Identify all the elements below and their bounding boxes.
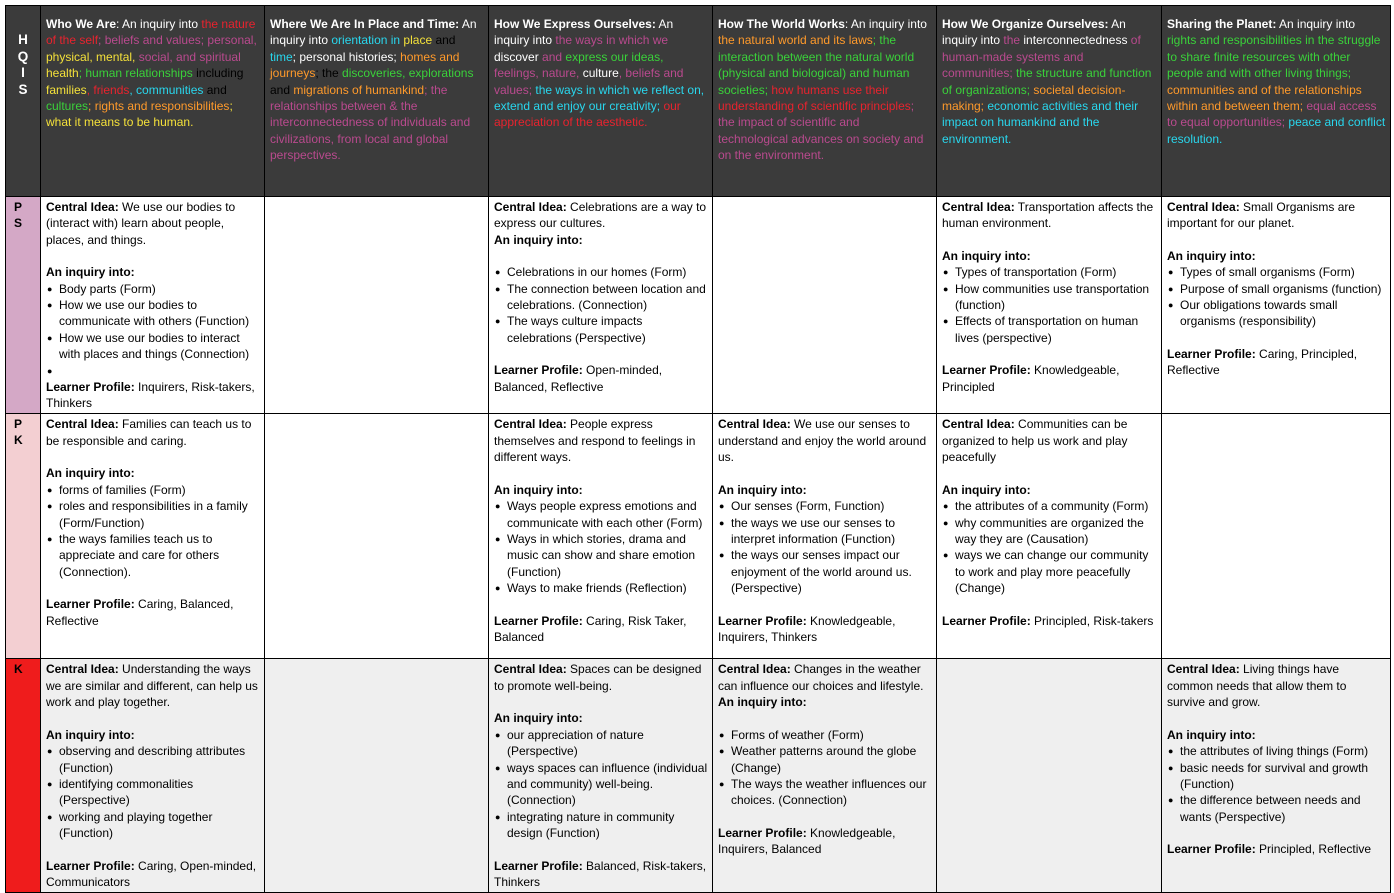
- learner-profile: [494, 362, 708, 395]
- inquiry-list: [718, 498, 932, 596]
- inquiry-heading: An inquiry into:: [494, 711, 583, 726]
- inquiry-item: ● Our obligations towards small organisms (responsibility): [1167, 297, 1386, 330]
- theme-text-segment: physical, mental,: [46, 49, 136, 64]
- learner-profile-text: Knowledgeable, Inquirers, Thinkers: [718, 613, 896, 644]
- inquiry-list: [46, 281, 260, 379]
- year-row-pk: [6, 414, 1391, 659]
- central-idea: [494, 661, 708, 694]
- theme-text-segment: discoveries, explorations: [342, 66, 474, 81]
- inquiry-heading: An inquiry into:: [46, 727, 135, 742]
- unit-cell: [1162, 197, 1391, 414]
- inquiry-item: ● Our senses (Form, Function): [718, 498, 932, 514]
- learner-profile-label: Learner Profile:: [942, 363, 1031, 378]
- learner-profile-text: Principled, Risk-takers: [1030, 613, 1154, 628]
- theme-text-segment: feelings, nature,: [494, 66, 583, 81]
- unit-cell: [713, 659, 937, 893]
- central-idea-label: Central Idea:: [494, 417, 567, 432]
- inquiry-list: [1167, 264, 1386, 330]
- year-letter: P: [14, 200, 23, 214]
- theme-text-segment: our appreciation of the aesthetic.: [494, 99, 681, 130]
- learner-profile: [718, 613, 932, 646]
- central-idea-text: We use our senses to understand and enjoy the world around us.: [718, 417, 927, 465]
- central-idea-text: Families can teach us to be responsible and caring.: [46, 417, 252, 448]
- inquiry-item: ● ways spaces can influence (individual and community) well-being. (Connection): [494, 760, 708, 809]
- theme-text-segment: culture: [582, 66, 619, 81]
- central-idea: [1167, 199, 1386, 232]
- unit-cell: [713, 414, 937, 659]
- theme-text-segment: ; what it means to be human.: [46, 99, 233, 130]
- theme-text-segment: how humans use their understanding of scientific principles: [718, 82, 911, 114]
- inquiry-item: ● The ways the weather influences our choices. (Connection): [718, 776, 932, 809]
- learner-profile-text: Caring, Risk Taker, Balanced: [494, 613, 687, 644]
- theme-header-sharing-the-planet: [1162, 6, 1391, 197]
- inquiry-list: [942, 498, 1157, 596]
- inquiry-item: ● working and playing together (Function): [46, 809, 260, 842]
- learner-profile: [494, 613, 708, 646]
- hqis-letter: H: [18, 32, 28, 47]
- inquiry-item: ● Weather patterns around the globe (Change): [718, 743, 932, 776]
- theme-text-segment: , friends: [86, 82, 130, 97]
- inquiry-item: ● observing and describing attributes (Function): [46, 743, 260, 776]
- theme-text-segment: ; the relationships between & the interconnectedness of individuals and civilizations, from local and global perspectives.: [270, 82, 471, 163]
- learner-profile-label: Learner Profile:: [494, 613, 583, 628]
- inquiry-item: ● How communities use transportation (function): [942, 281, 1157, 314]
- central-idea-text: Living things have common needs that allow them to survive and grow.: [1167, 662, 1347, 710]
- theme-text-segment: ; personal histories;: [292, 49, 401, 64]
- theme-text-segment: , communities: [129, 82, 204, 97]
- year-label: [6, 414, 41, 659]
- central-idea-text: Communities can be organized to help us work and play peacefully: [942, 417, 1128, 465]
- inquiry-item: ● the ways we use our senses to interpret information (Function): [718, 515, 932, 548]
- inquiry-item: ● Ways in which stories, drama and music can show and share emotion (Function): [494, 531, 708, 580]
- inquiry-item: ● Types of small organisms (Form): [1167, 264, 1386, 280]
- inquiry-heading: An inquiry into:: [1167, 248, 1256, 263]
- inquiry-item: [46, 363, 260, 379]
- learner-profile-text: Knowledgeable, Principled: [942, 363, 1120, 394]
- theme-text-segment: express our ideas,: [565, 49, 664, 64]
- theme-text-segment: migrations of humankind: [293, 82, 425, 97]
- inquiry-item: ● Forms of weather (Form): [718, 727, 932, 743]
- theme-text-segment: : An inquiry into: [844, 17, 927, 31]
- hqis-letter: I: [21, 65, 25, 80]
- inquiry-heading: An inquiry into:: [494, 232, 583, 247]
- inquiry-item: ● How we use our bodies to communicate with others (Function): [46, 297, 260, 330]
- inquiry-heading: An inquiry into:: [942, 482, 1031, 497]
- learner-profile-text: Knowledgeable, Inquirers, Balanced: [718, 825, 896, 857]
- central-idea-label: Central Idea:: [46, 200, 119, 214]
- year-letter: K: [14, 662, 23, 677]
- central-idea-label: Central Idea:: [1167, 662, 1240, 677]
- unit-cell: [937, 197, 1162, 414]
- central-idea-label: Central Idea:: [46, 662, 119, 677]
- inquiry-heading: An inquiry into:: [46, 265, 135, 280]
- central-idea: [718, 661, 932, 694]
- theme-text-segment: the natural world and its laws: [718, 33, 873, 48]
- inquiry-item: ● The ways culture impacts celebrations (Perspective): [494, 313, 708, 346]
- central-idea-text: We use our bodies to (interact with) learn about people, places, and things.: [46, 200, 236, 247]
- inquiry-list: [494, 727, 708, 842]
- inquiry-item: ● roles and responsibilities in a family (Form/Function): [46, 498, 260, 531]
- theme-text-segment: and: [203, 82, 227, 97]
- learner-profile-label: Learner Profile:: [46, 597, 135, 612]
- learner-profile: [942, 362, 1157, 395]
- inquiry-list: [494, 264, 708, 346]
- unit-cell: [41, 197, 265, 414]
- theme-text-segment: and: [538, 49, 566, 64]
- learner-profile: [46, 596, 260, 629]
- theme-text-segment: the nature of the self: [46, 17, 256, 48]
- theme-text-segment: An inquiry into: [942, 17, 1126, 48]
- inquiry-heading: An inquiry into:: [46, 466, 135, 481]
- inquiry-item: ● Ways people express emotions and communicate with each other (Form): [494, 498, 708, 531]
- empty-cell: [937, 659, 1162, 893]
- inquiry-item: ● integrating nature in community design (Function): [494, 809, 708, 842]
- year-letter: K: [14, 433, 23, 448]
- inquiry-list: [494, 498, 708, 596]
- central-idea-label: Central Idea:: [494, 200, 567, 214]
- learner-profile-label: Learner Profile:: [494, 858, 583, 873]
- unit-cell: [1162, 659, 1391, 893]
- theme-text-segment: : An inquiry into: [116, 17, 202, 31]
- inquiry-heading: An inquiry into:: [494, 482, 583, 497]
- theme-text-segment: An inquiry into: [1276, 17, 1356, 31]
- theme-text-segment: place: [400, 33, 433, 48]
- learner-profile: [46, 858, 260, 891]
- central-idea-label: Central Idea:: [1167, 200, 1240, 214]
- theme-text-segment: ; the interaction between the natural world (physical and biological) and human societies;: [718, 33, 915, 97]
- unit-cell: [937, 414, 1162, 659]
- inquiry-heading: An inquiry into:: [718, 482, 807, 497]
- inquiry-item: ● identifying commonalities (Perspective): [46, 776, 260, 809]
- learner-profile-label: Learner Profile:: [46, 379, 135, 394]
- central-idea: [718, 416, 932, 465]
- theme-text-segment: the ways in which we: [555, 33, 669, 48]
- inquiry-item: ● How we use our bodies to interact with places and things (Connection): [46, 330, 260, 363]
- inquiry-item: ● the attributes of living things (Form): [1167, 743, 1386, 759]
- learner-profile-label: Learner Profile:: [494, 363, 583, 378]
- learner-profile: [494, 858, 708, 891]
- inquiry-item: ● the ways our senses impact our enjoyment of the world around us. (Perspective): [718, 547, 932, 596]
- inquiry-list: [1167, 743, 1386, 825]
- learner-profile-label: Learner Profile:: [1167, 842, 1256, 857]
- theme-text-segment: families: [46, 82, 87, 97]
- theme-text-segment: equal access to equal opportunities;: [1167, 99, 1377, 130]
- theme-text-segment: ; human relationships: [78, 66, 193, 81]
- theme-text-segment: An inquiry into: [494, 17, 674, 48]
- central-idea-label: Central Idea:: [942, 417, 1015, 432]
- theme-text-segment: homes and journeys: [270, 49, 460, 81]
- central-idea: [46, 199, 260, 248]
- empty-cell: [265, 659, 489, 893]
- theme-text-segment: , beliefs and values;: [494, 66, 684, 97]
- theme-text-segment: and: [270, 82, 294, 97]
- inquiry-item: ● Body parts (Form): [46, 281, 260, 297]
- learner-profile: [1167, 346, 1386, 379]
- learner-profile-label: Learner Profile:: [1167, 346, 1256, 361]
- theme-text-segment: social, and spiritual: [135, 49, 241, 64]
- year-row-k: [6, 659, 1391, 893]
- theme-text-segment: orientation in: [331, 33, 401, 48]
- theme-text-segment: economic activities and their impact on humankind and the environment.: [942, 99, 1139, 146]
- theme-text-segment: peace and conflict resolution.: [1167, 115, 1386, 146]
- learner-profile-label: Learner Profile:: [718, 613, 807, 628]
- inquiry-item: ● why communities are organized the way they are (Causation): [942, 515, 1157, 548]
- theme-text-segment: Sharing the Planet:: [1167, 17, 1277, 31]
- learner-profile: [942, 613, 1157, 629]
- central-idea-label: Central Idea:: [494, 662, 567, 677]
- learner-profile-text: Balanced, Risk-takers, Thinkers: [494, 858, 707, 889]
- unit-cell: [489, 659, 713, 893]
- theme-header-how-we-express: [489, 6, 713, 197]
- inquiry-heading: An inquiry into:: [1167, 727, 1256, 742]
- inquiry-item: ● forms of families (Form): [46, 482, 260, 498]
- central-idea-text: Small Organisms are important for our planet.: [1167, 200, 1356, 231]
- unit-cell: [41, 414, 265, 659]
- inquiry-item: ● The connection between location and celebrations. (Connection): [494, 281, 708, 314]
- central-idea: [942, 416, 1157, 465]
- theme-header-how-the-world-works: [713, 6, 937, 197]
- theme-text-segment: ; beliefs and values; personal,: [98, 33, 257, 48]
- learner-profile-text: Caring, Balanced, Reflective: [46, 597, 234, 628]
- theme-text-segment: societal decision-making;: [942, 82, 1126, 114]
- learner-profile-label: Learner Profile:: [942, 613, 1031, 628]
- inquiry-item: ● Purpose of small organisms (function): [1167, 281, 1386, 297]
- inquiry-heading: An inquiry into:: [942, 248, 1031, 263]
- theme-text-segment: How We Express Ourselves:: [494, 17, 656, 31]
- learner-profile-label: Learner Profile:: [718, 825, 807, 840]
- inquiry-list: [942, 264, 1157, 346]
- year-row-ps: [6, 197, 1391, 414]
- year-label: [6, 659, 41, 893]
- central-idea-text: Understanding the ways we are similar and different, can help us work and play together.: [46, 662, 258, 710]
- hqis-letter: S: [18, 81, 28, 97]
- learner-profile: [46, 379, 260, 412]
- central-idea: [46, 661, 260, 710]
- inquiry-list: [46, 743, 260, 841]
- central-idea-label: Central Idea:: [718, 417, 791, 432]
- central-idea-label: Central Idea:: [942, 200, 1015, 214]
- learner-profile-text: Principled, Reflective: [1255, 842, 1372, 857]
- theme-text-segment: How The World Works: [718, 17, 845, 31]
- theme-text-segment: An inquiry into: [270, 17, 477, 48]
- year-letter: P: [14, 417, 23, 432]
- central-idea-text: Transportation affects the human environment.: [942, 200, 1154, 231]
- central-idea: [494, 416, 708, 465]
- central-idea: [46, 416, 260, 449]
- theme-text-segment: the ways in which we reflect on, extend and enjoy our creativity;: [494, 82, 705, 114]
- learner-profile-text: Caring, Open-minded, Communicators: [46, 858, 257, 889]
- inquiry-item: ● ways we can change our community to work and play more peacefully (Change): [942, 547, 1157, 596]
- empty-cell: [265, 197, 489, 414]
- theme-text-segment: and: [432, 33, 456, 48]
- theme-header-row: [6, 6, 1391, 197]
- inquiry-list: [718, 727, 932, 809]
- central-idea-text: Changes in the weather can influence our choices and lifestyle.: [718, 662, 924, 693]
- theme-header-where-we-are: [265, 6, 489, 197]
- inquiry-item: ● our appreciation of nature (Perspective): [494, 727, 708, 760]
- central-idea: [942, 199, 1157, 232]
- central-idea: [1167, 661, 1386, 710]
- central-idea-text: People express themselves and respond to feelings in different ways.: [494, 417, 696, 465]
- theme-text-segment: health: [46, 66, 79, 81]
- year-label: [6, 197, 41, 414]
- hqis-label: [6, 6, 41, 197]
- empty-cell: [265, 414, 489, 659]
- unit-cell: [489, 414, 713, 659]
- theme-text-segment: the structure and function of organizations;: [942, 66, 1152, 97]
- learner-profile: [718, 825, 932, 858]
- inquiry-item: ● Effects of transportation on human lives (perspective): [942, 313, 1157, 346]
- inquiry-item: ● Ways to make friends (Reflection): [494, 580, 708, 596]
- learner-profile-text: Inquirers, Risk-takers, Thinkers: [46, 379, 255, 411]
- unit-cell: [41, 659, 265, 893]
- theme-text-segment: including: [192, 66, 244, 81]
- theme-text-segment: of human-made systems and communities;: [942, 33, 1141, 81]
- central-idea: [494, 199, 708, 232]
- empty-cell: [713, 197, 937, 414]
- theme-text-segment: discover: [494, 49, 539, 64]
- empty-cell: [1162, 414, 1391, 659]
- unit-cell: [489, 197, 713, 414]
- theme-text-segment: Where We Are In Place and Time:: [270, 17, 460, 31]
- theme-text-segment: rights and responsibilities in the struggle to share finite resources with other people and with other living things;: [1167, 33, 1381, 81]
- theme-text-segment: communities and of the relationships within and between them;: [1167, 82, 1362, 114]
- theme-text-segment: Who We Are: [46, 17, 117, 31]
- inquiry-item: ● the ways families teach us to appreciate and care for others (Connection).: [46, 531, 260, 580]
- central-idea-label: Central Idea:: [718, 662, 791, 677]
- central-idea-label: Central Idea:: [46, 417, 119, 432]
- learner-profile-text: Caring, Principled, Reflective: [1167, 346, 1358, 378]
- theme-header-who-we-are: [41, 6, 265, 197]
- theme-text-segment: How We Organize Ourselves:: [942, 17, 1109, 31]
- theme-text-segment: ; rights and responsibilities: [88, 99, 230, 114]
- learner-profile-label: Learner Profile:: [46, 858, 135, 873]
- learner-profile-text: Open-minded, Balanced, Reflective: [494, 363, 663, 394]
- theme-text-segment: time: [270, 49, 293, 64]
- central-idea-text: Spaces can be designed to promote well-being.: [494, 662, 702, 693]
- inquiry-heading: An inquiry into:: [718, 695, 807, 710]
- inquiry-item: ● Celebrations in our homes (Form): [494, 264, 708, 280]
- theme-header-how-we-organize: [937, 6, 1162, 197]
- inquiry-item: ● the difference between needs and wants (Perspective): [1167, 792, 1386, 825]
- inquiry-item: ● basic needs for survival and growth (Function): [1167, 760, 1386, 793]
- theme-text-segment: ; the: [315, 66, 343, 81]
- theme-text-segment: the: [1003, 33, 1024, 48]
- program-of-inquiry-table: [5, 5, 1391, 893]
- inquiry-item: ● the attributes of a community (Form): [942, 498, 1157, 514]
- central-idea-text: Celebrations are a way to express our cultures.: [494, 200, 707, 231]
- theme-text-segment: ; the impact of scientific and technological advances on society and on the environment.: [718, 99, 924, 163]
- inquiry-item: ● Types of transportation (Form): [942, 264, 1157, 280]
- inquiry-list: [46, 482, 260, 580]
- hqis-letter: Q: [17, 48, 29, 64]
- learner-profile: [1167, 841, 1386, 857]
- year-letter: S: [14, 216, 23, 230]
- theme-text-segment: interconnectedness: [1023, 33, 1128, 48]
- theme-text-segment: cultures: [46, 99, 89, 114]
